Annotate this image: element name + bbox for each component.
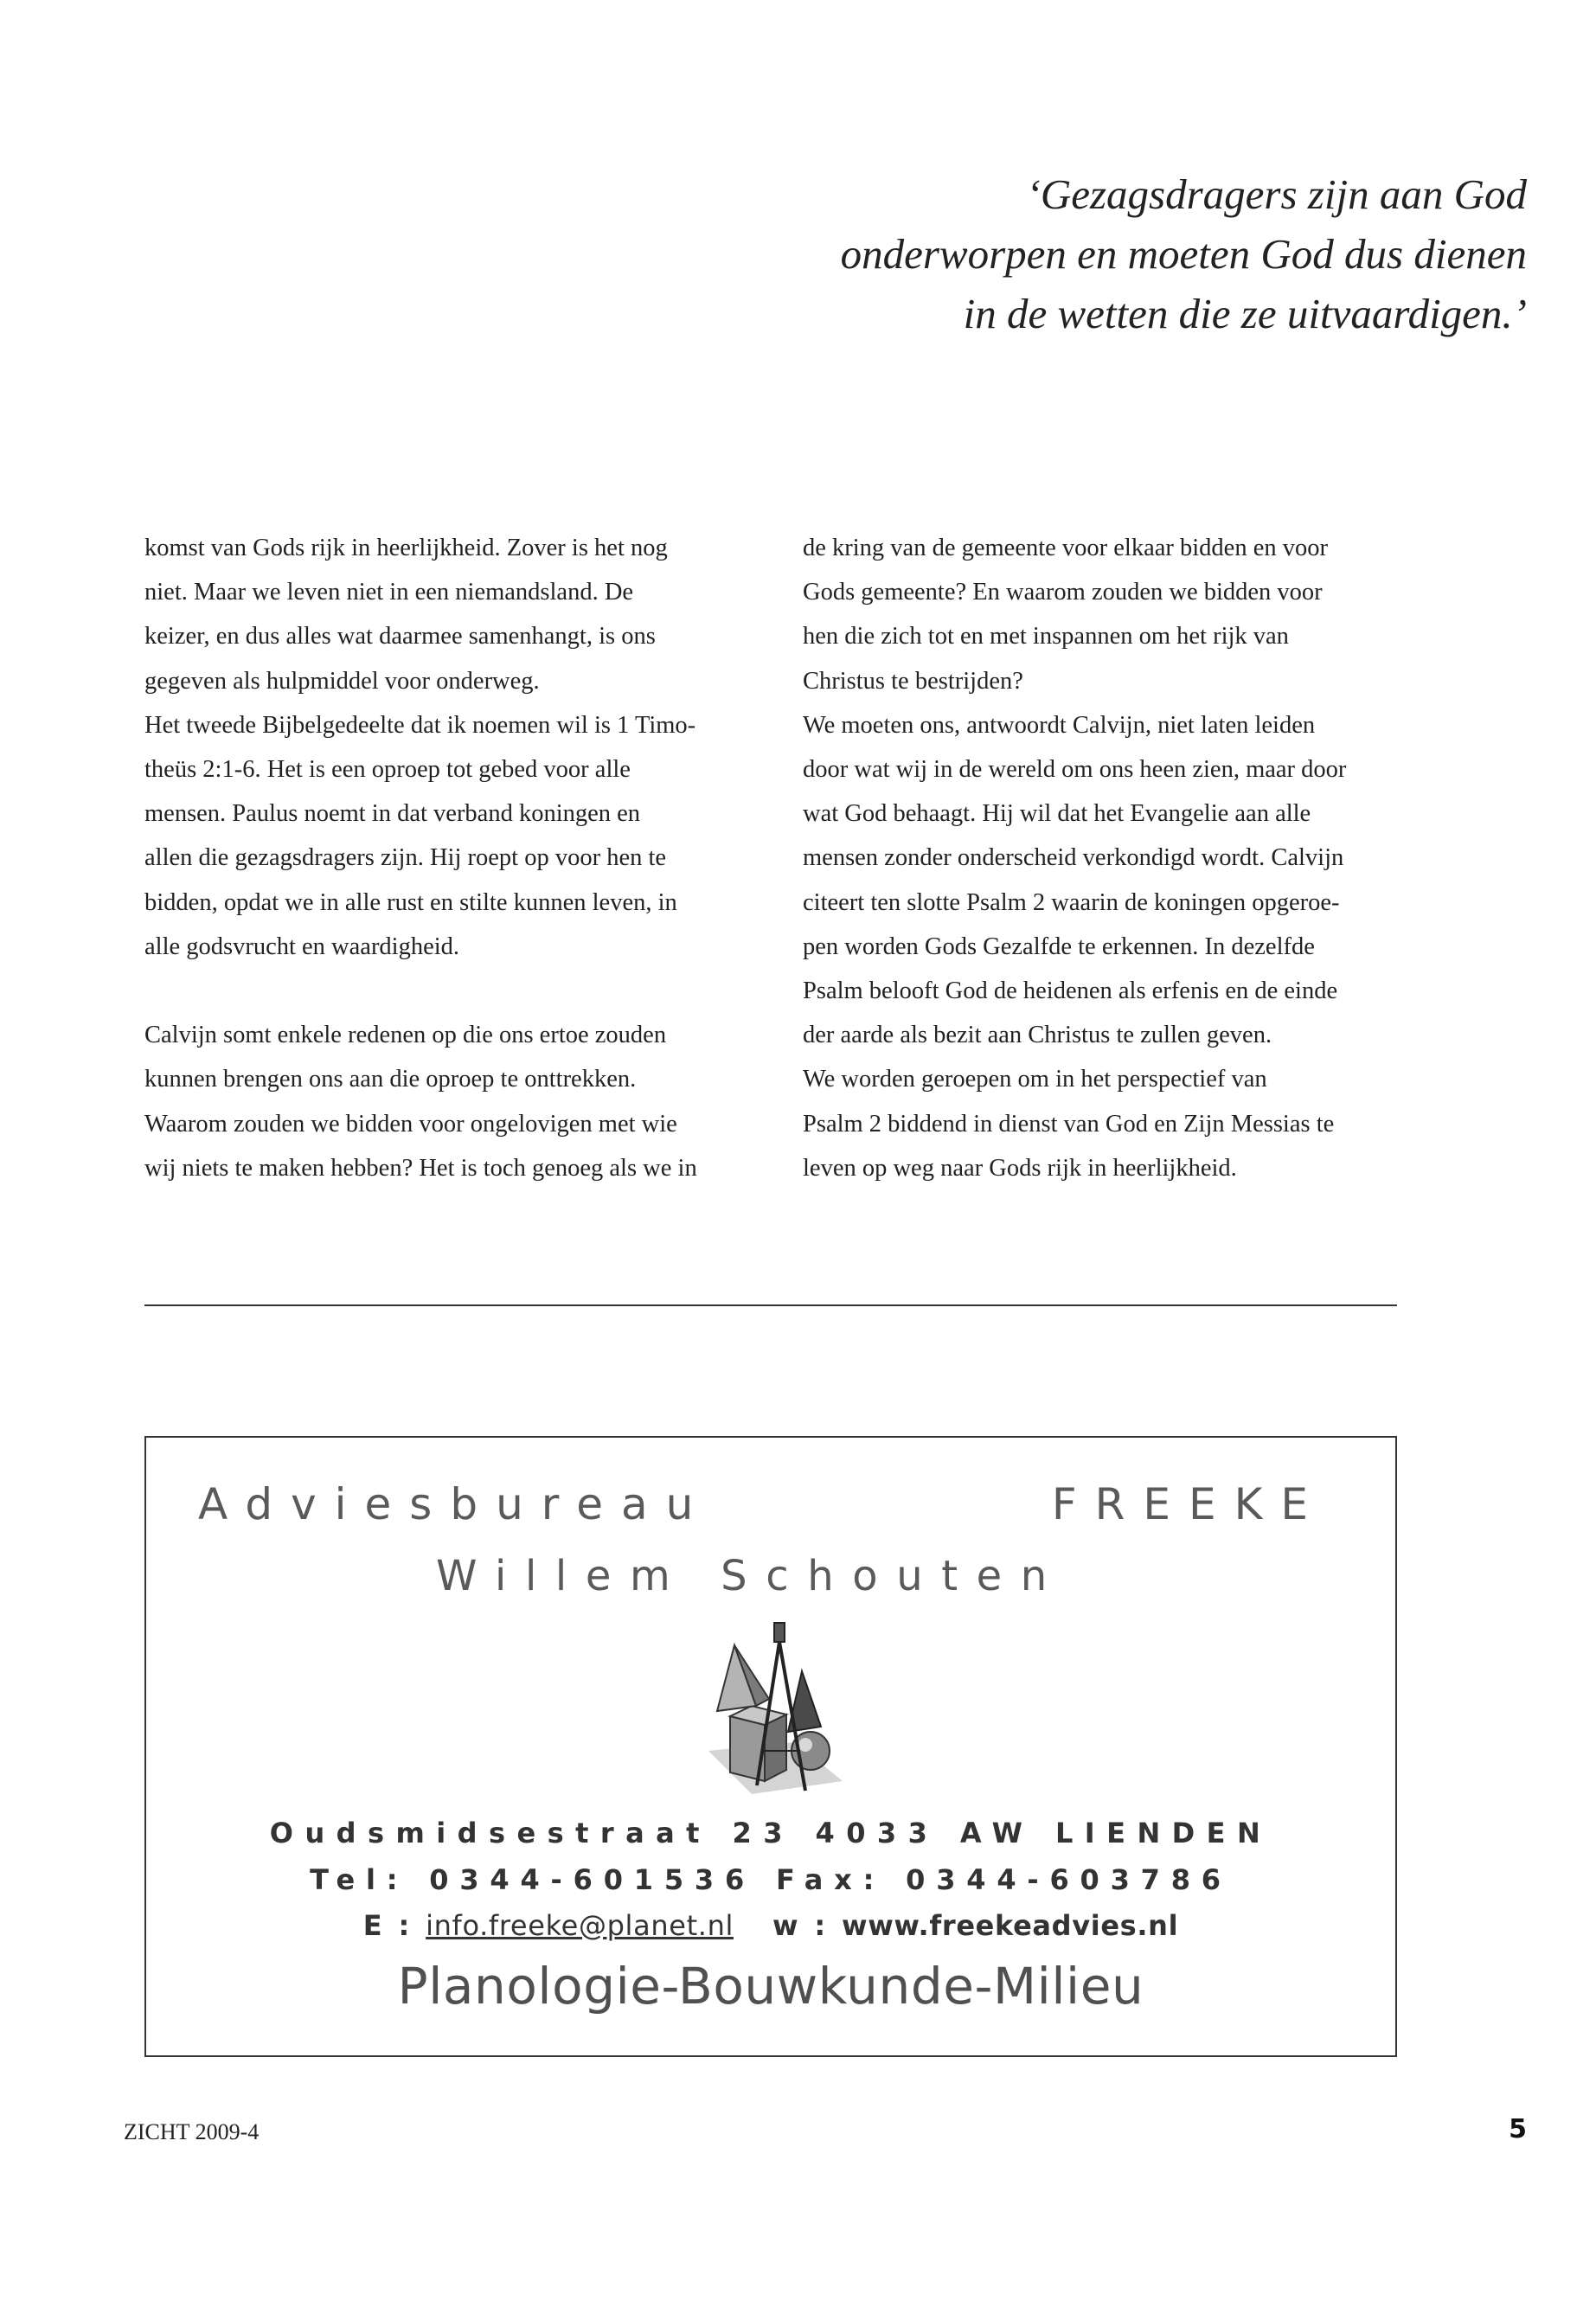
publication-footer: ZICHT 2009-4 [124, 2119, 260, 2144]
text-line: door wat wij in de wereld om ons heen zien, maar door [803, 756, 1347, 784]
ad-phone-fax: Tel: 0344-601536 Fax: 0344-603786 [310, 1863, 1232, 1896]
text-line: pen worden Gods Gezalfde te erkennen. In dezelfde [803, 933, 1315, 960]
text-line: mensen. Paulus noemt in dat verband koningen en [144, 800, 641, 828]
ad-tagline: Planologie-Bouwkunde-Milieu [397, 1957, 1144, 2016]
left-column [144, 526, 802, 1190]
right-column [803, 526, 1426, 1190]
advertisement [144, 1436, 1397, 2057]
text-line: mensen zonder onderscheid verkondigd wordt. Calvijn [803, 844, 1344, 872]
geometric-shapes-compass-icon [683, 1621, 856, 1803]
text-line: wij niets te maken hebben? Het is toch genoeg als we in [144, 1154, 697, 1182]
text-line: We worden geroepen om in het perspectief van [803, 1066, 1267, 1093]
text-line: Psalm 2 biddend in dienst van God en Zijn Messias te [803, 1110, 1335, 1138]
email-link[interactable]: info.freeke@planet.nl [426, 1909, 734, 1942]
text-line: We moeten ons, antwoordt Calvijn, niet laten leiden [803, 711, 1316, 739]
email-label: E : [362, 1909, 413, 1942]
paragraph-gap [144, 969, 802, 1013]
web-label: w : [772, 1909, 830, 1942]
text-line: Gods gemeente? En waarom zouden we bidden voor [803, 579, 1323, 606]
ad-company-name [198, 1479, 1326, 1529]
text-line: gegeven als hulpmiddel voor onderweg. [144, 667, 540, 695]
pull-quote-line: onderworpen en moeten God dus dienen [840, 230, 1527, 278]
text-line: kunnen brengen ons aan die oproep te onttrekken. [144, 1066, 637, 1093]
page-number: 5 [1509, 2114, 1527, 2144]
text-line: de kring van de gemeente voor elkaar bidden en voor [803, 535, 1328, 561]
text-line: allen die gezagsdragers zijn. Hij roept op voor hen te [144, 844, 667, 872]
text-line: citeert ten slotte Psalm 2 waarin de koningen opgeroe- [803, 888, 1340, 916]
text-line: wat God behaagt. Hij wil dat het Evangelie aan alle [803, 800, 1311, 828]
text-line: Het tweede Bijbelgedeelte dat ik noemen wil is 1 Timo- [144, 711, 696, 739]
text-line: der aarde als bezit aan Christus te zullen geven. [803, 1022, 1272, 1049]
ad-contact-web [146, 1909, 1395, 1942]
text-line: keizer, en dus alles wat daarmee samenhangt, is ons [144, 623, 656, 651]
text-line: Calvijn somt enkele redenen op die ons ertoe zouden [144, 1022, 667, 1049]
text-line: niet. Maar we leven niet in een niemandsland. De [144, 579, 634, 606]
ad-company-brand: FREEKE [1051, 1479, 1326, 1529]
horizontal-divider [144, 1304, 1397, 1306]
text-line: theüs 2:1-6. Het is een oproep tot gebed voor alle [144, 756, 631, 784]
text-line: bidden, opdat we in alle rust en stilte kunnen leven, in [144, 888, 677, 916]
ad-company-prefix: Adviesbureau [198, 1479, 712, 1529]
ad-person-name: Willem Schouten [436, 1552, 1066, 1600]
text-line: Psalm belooft God de heidenen als erfenis en de einde [803, 977, 1338, 1005]
text-line: Christus te bestrijden? [803, 667, 1023, 695]
ad-address: Oudsmidsestraat 23 4033 AW LIENDEN [269, 1817, 1272, 1849]
text-line: komst van Gods rijk in heerlijkheid. Zover is het nog [144, 535, 668, 561]
text-line: alle godsvrucht en waardigheid. [144, 933, 460, 960]
text-line: Waarom zouden we bidden voor ongelovigen met wie [144, 1110, 677, 1138]
text-line: hen die zich tot en met inspannen om het rijk van [803, 623, 1289, 651]
text-line: leven op weg naar Gods rijk in heerlijkheid. [803, 1154, 1237, 1182]
pull-quote-line: ‘Gezagsdragers zijn aan God [1026, 170, 1527, 218]
pull-quote-line: in de wetten die ze uitvaardigen.’ [963, 290, 1527, 337]
website-link[interactable]: www.freekeadvies.nl [842, 1909, 1179, 1942]
pull-quote [662, 164, 1527, 343]
